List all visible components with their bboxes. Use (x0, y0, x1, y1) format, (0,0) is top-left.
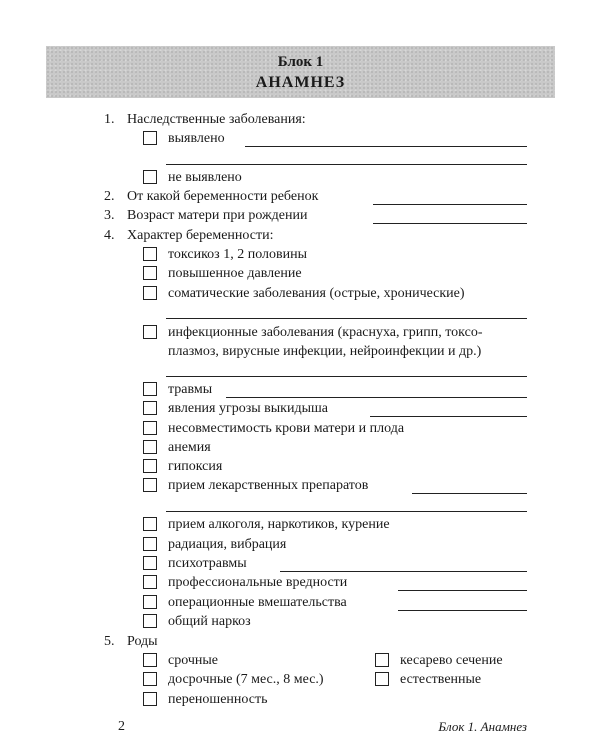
block-title: АНАМНЕЗ (255, 74, 346, 91)
page-number: 2 (118, 719, 125, 734)
q4-surgery-line[interactable] (398, 610, 527, 611)
q3-number: 3. (104, 208, 115, 223)
q5-preterm-checkbox[interactable] (143, 672, 157, 686)
q4-radiation-checkbox[interactable] (143, 537, 157, 551)
q4-medication-line[interactable] (412, 493, 527, 494)
q4-radiation-label: радиация, вибрация (168, 537, 287, 552)
q5-term-label: срочные (168, 653, 219, 668)
block-header (46, 46, 555, 98)
q4-medication-line-2[interactable] (166, 511, 527, 512)
q4-blood-checkbox[interactable] (143, 421, 157, 435)
q5-term-checkbox[interactable] (143, 653, 157, 667)
q4-pressure-checkbox[interactable] (143, 266, 157, 280)
q5-cesarean-checkbox[interactable] (375, 653, 389, 667)
q5-preterm-label: досрочные (7 мес., 8 мес.) (168, 672, 324, 687)
q4-surgery-label: операционные вмешательства (168, 595, 347, 610)
q5-postterm-label: переношенность (168, 692, 268, 707)
running-footer-title: Блок 1. Анамнез (438, 719, 527, 734)
q2-number: 2. (104, 189, 115, 204)
q4-anesthesia-label: общий наркоз (168, 614, 251, 629)
q4-pressure-label: повышенное давление (168, 266, 302, 281)
q4-psychotrauma-line[interactable] (280, 571, 527, 572)
q4-occupational-label: профессиональные вредности (168, 575, 348, 590)
q2-answer-line[interactable] (373, 204, 527, 205)
q1-no-label: не выявлено (168, 170, 242, 185)
q1-yes-line[interactable] (245, 146, 527, 147)
q4-miscarriage-line[interactable] (370, 416, 527, 417)
q1-label: Наследственные заболевания: (127, 112, 306, 127)
q4-infection-label-1: инфекционные заболевания (краснуха, грипп, токсо- (168, 325, 483, 340)
block-number: Блок 1 (277, 54, 324, 70)
q4-somatic-checkbox[interactable] (143, 286, 157, 300)
q5-number: 5. (104, 634, 115, 649)
q4-label: Характер беременности: (127, 228, 274, 243)
q4-miscarriage-label: явления угрозы выкидыша (168, 401, 329, 416)
q3-label: Возраст матери при рождении (127, 208, 308, 223)
q4-hypoxia-label: гипоксия (168, 459, 223, 474)
q4-number: 4. (104, 228, 115, 243)
q4-toxicosis-label: токсикоз 1, 2 половины (168, 247, 308, 262)
q4-alcohol-checkbox[interactable] (143, 517, 157, 531)
q4-somatic-label: соматические заболевания (острые, хронические) (168, 286, 465, 301)
q5-natural-label: естественные (400, 672, 482, 687)
q4-infection-line[interactable] (166, 376, 527, 377)
q4-psychotrauma-checkbox[interactable] (143, 556, 157, 570)
q4-anemia-label: анемия (168, 440, 211, 455)
q4-hypoxia-checkbox[interactable] (143, 459, 157, 473)
q4-miscarriage-checkbox[interactable] (143, 401, 157, 415)
q5-postterm-checkbox[interactable] (143, 692, 157, 706)
q1-yes-checkbox[interactable] (143, 131, 157, 145)
q2-label: От какой беременности ребенок (127, 189, 319, 204)
q5-cesarean-label: кесарево сечение (400, 653, 503, 668)
q4-infection-checkbox[interactable] (143, 325, 157, 339)
q4-trauma-label: травмы (168, 382, 213, 397)
q4-blood-label: несовместимость крови матери и плода (168, 421, 405, 436)
q4-occupational-checkbox[interactable] (143, 575, 157, 589)
q4-occupational-line[interactable] (398, 590, 527, 591)
q1-no-checkbox[interactable] (143, 170, 157, 184)
q4-somatic-line[interactable] (166, 318, 527, 319)
q1-yes-line-2[interactable] (166, 164, 527, 165)
q1-number: 1. (104, 112, 115, 127)
q4-anemia-checkbox[interactable] (143, 440, 157, 454)
q4-trauma-line[interactable] (226, 397, 527, 398)
q5-label: Роды (127, 634, 158, 649)
q4-surgery-checkbox[interactable] (143, 595, 157, 609)
q4-trauma-checkbox[interactable] (143, 382, 157, 396)
q4-psychotrauma-label: психотравмы (168, 556, 247, 571)
q4-toxicosis-checkbox[interactable] (143, 247, 157, 261)
q4-anesthesia-checkbox[interactable] (143, 614, 157, 628)
q3-answer-line[interactable] (373, 223, 527, 224)
q5-natural-checkbox[interactable] (375, 672, 389, 686)
q1-yes-label: выявлено (168, 131, 225, 146)
q4-infection-label-2: плазмоз, вирусные инфекции, нейроинфекции и др.) (168, 344, 482, 359)
q4-medication-checkbox[interactable] (143, 478, 157, 492)
q4-medication-label: прием лекарственных препаратов (168, 478, 369, 493)
q4-alcohol-label: прием алкоголя, наркотиков, курение (168, 517, 390, 532)
